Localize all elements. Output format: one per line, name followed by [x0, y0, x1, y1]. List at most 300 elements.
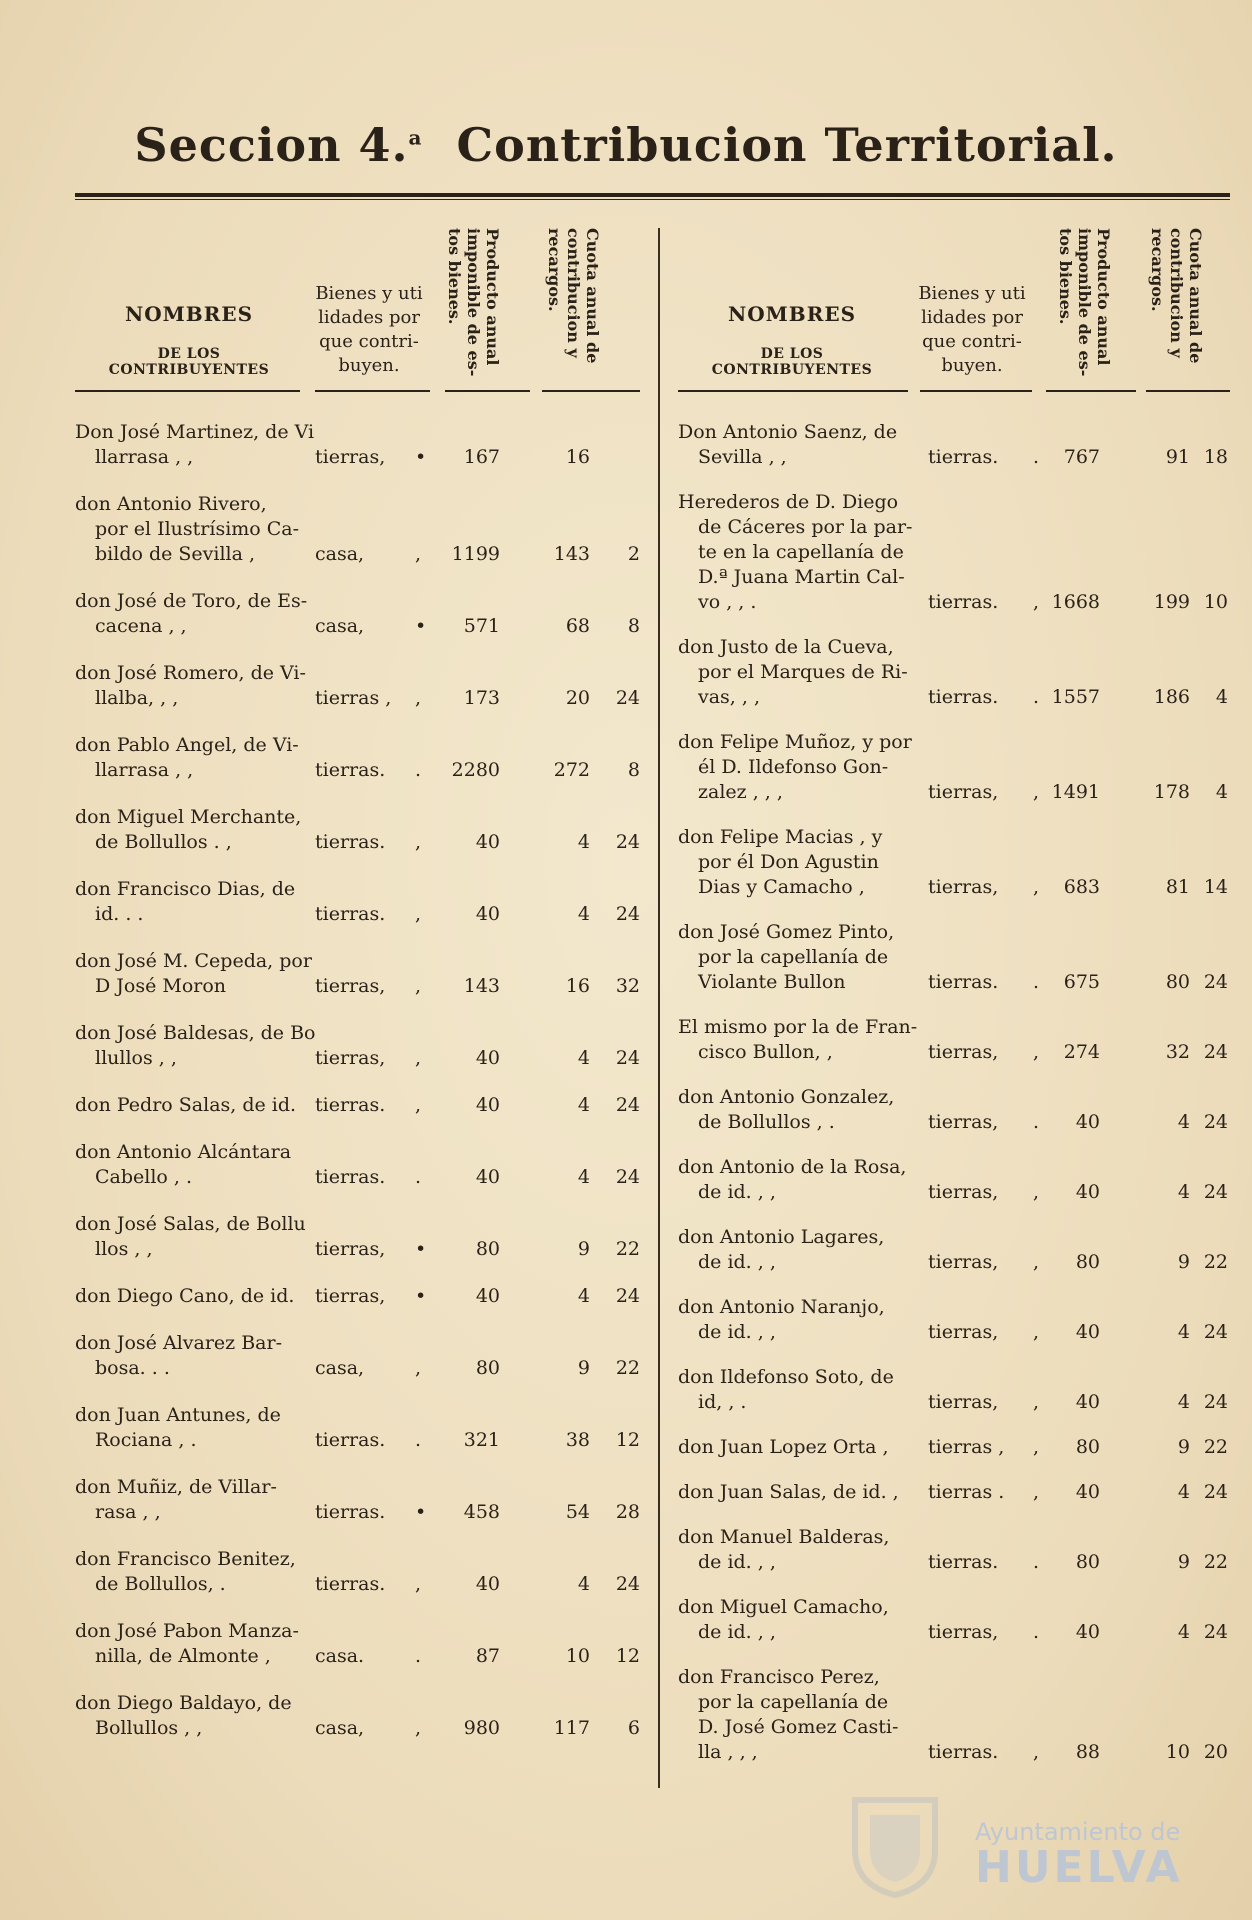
- producto-cell: 274: [1063, 1041, 1100, 1063]
- contributor-name: [678, 1015, 918, 1065]
- cuota-cell: 10: [565, 1645, 590, 1667]
- separator-mark: ,: [1033, 1481, 1040, 1503]
- separator-mark: ,: [415, 1047, 422, 1069]
- bienes-cell: casa,: [315, 543, 365, 565]
- name-line: don José Gomez Pinto,: [678, 921, 895, 943]
- name-line: don Antonio de la Rosa,: [678, 1156, 907, 1178]
- header-producto: Producto anual imponible de es- tos bienes.: [1056, 228, 1113, 377]
- name-line: D.ª Juana Martin Cal-: [698, 566, 905, 588]
- header-rules: [678, 390, 1230, 392]
- separator-mark: .: [415, 1166, 422, 1188]
- name-line: don Francisco Dias, de: [75, 878, 296, 900]
- separator-mark: ,: [1033, 591, 1040, 613]
- name-line: Don José Martinez, de Vi: [75, 421, 315, 443]
- cuota-cell: 32: [1165, 1041, 1190, 1063]
- table-row: [75, 733, 640, 783]
- bienes-cell: tierras.: [315, 1501, 386, 1523]
- name-line: Dias y Camacho ,: [698, 876, 865, 898]
- contributor-name: [75, 1475, 315, 1525]
- contributor-name: [678, 1365, 918, 1415]
- contributor-name: [75, 1619, 315, 1669]
- header-bienes: Bienes y uti lidades por que contri- buyen.: [918, 283, 1026, 376]
- producto-cell: 571: [463, 615, 500, 637]
- bienes-cell: tierras.: [315, 1429, 386, 1451]
- header-producto: Producto anual imponible de es- tos bienes.: [445, 228, 502, 377]
- name-line: Sevilla , ,: [698, 446, 787, 468]
- cuota-cell: 38: [565, 1429, 590, 1451]
- separator-mark: ,: [415, 1573, 422, 1595]
- contributor-name: [75, 877, 315, 927]
- contributor-name: [678, 920, 918, 995]
- name-line: don Antonio Alcántara: [75, 1141, 292, 1163]
- cuota-cell: 4: [577, 1573, 590, 1595]
- producto-cell: 1491: [1051, 781, 1100, 803]
- name-line: de Bollullos, .: [95, 1573, 226, 1595]
- table-row: [678, 1015, 1230, 1065]
- cuota-cell: 117: [553, 1717, 590, 1739]
- separator-mark: •: [415, 446, 427, 468]
- table-row: [75, 949, 640, 999]
- bienes-cell: tierras.: [928, 971, 999, 993]
- table-row: [75, 1547, 640, 1597]
- cuota-fraction-cell: 24: [1203, 1041, 1228, 1063]
- cuota-cell: 4: [577, 1094, 590, 1116]
- name-line: Cabello , .: [95, 1166, 193, 1188]
- cuota-cell: 178: [1153, 781, 1190, 803]
- name-line: de id. , ,: [698, 1251, 776, 1273]
- name-line: de id. , ,: [698, 1321, 776, 1343]
- bienes-cell: tierras,: [928, 1251, 999, 1273]
- name-line: don José Baldesas, de Bo: [75, 1022, 316, 1044]
- name-line: bildo de Sevilla ,: [95, 543, 256, 565]
- contributor-name: [75, 420, 315, 470]
- bienes-cell: tierras,: [928, 1391, 999, 1413]
- name-line: Herederos de D. Diego: [678, 491, 899, 513]
- separator-mark: .: [1033, 971, 1040, 993]
- bienes-cell: tierras.: [315, 759, 386, 781]
- name-line: Bollullos , ,: [95, 1717, 203, 1739]
- bienes-cell: tierras,: [928, 1181, 999, 1203]
- contributor-name: [75, 1140, 315, 1190]
- bienes-cell: tierras,: [315, 1285, 386, 1307]
- contributor-name: [75, 1691, 315, 1741]
- producto-cell: 40: [475, 903, 500, 925]
- cuota-cell: 4: [577, 1047, 590, 1069]
- bienes-cell: tierras.: [315, 903, 386, 925]
- cuota-fraction-cell: 4: [1215, 686, 1228, 708]
- cuota-fraction-cell: 20: [1203, 1741, 1228, 1763]
- cuota-cell: 16: [565, 446, 590, 468]
- name-line: don Antonio Naranjo,: [678, 1296, 885, 1318]
- name-line: don José Pabon Manza-: [75, 1620, 299, 1642]
- bienes-cell: tierras,: [315, 1047, 386, 1069]
- header-cuota: Cuota anual de contribucion y recargos.: [1148, 228, 1205, 364]
- table-row: [75, 1619, 640, 1669]
- producto-cell: 40: [1075, 1481, 1100, 1503]
- cuota-fraction-cell: 32: [615, 975, 640, 997]
- left-rows: [75, 420, 640, 1741]
- producto-cell: 1668: [1051, 591, 1100, 613]
- producto-cell: 80: [1075, 1551, 1100, 1573]
- contributor-name: [678, 1225, 918, 1275]
- separator-mark: .: [1033, 446, 1040, 468]
- name-line: por el Marques de Ri-: [698, 661, 908, 683]
- name-line: nilla, de Almonte ,: [95, 1645, 271, 1667]
- cuota-cell: 81: [1165, 876, 1190, 898]
- cuota-cell: 9: [1177, 1551, 1190, 1573]
- producto-cell: 87: [475, 1645, 500, 1667]
- separator-mark: ,: [415, 1357, 422, 1379]
- cuota-fraction-cell: 22: [1203, 1436, 1228, 1458]
- table-row: [75, 1403, 640, 1453]
- name-line: don Manuel Balderas,: [678, 1526, 890, 1548]
- separator-mark: ,: [1033, 1251, 1040, 1273]
- table-header: [75, 222, 640, 392]
- name-line: don Felipe Macias , y: [678, 826, 883, 848]
- header-bienes: Bienes y uti lidades por que contri- buyen.: [315, 283, 423, 376]
- name-line: don José M. Cepeda, por: [75, 950, 312, 972]
- cuota-cell: 143: [553, 543, 590, 565]
- contributor-name: [75, 492, 315, 567]
- bienes-cell: tierras ,: [315, 687, 392, 709]
- separator-mark: .: [415, 759, 422, 781]
- name-line: de id. , ,: [698, 1621, 776, 1643]
- table-row: [75, 492, 640, 567]
- cuota-cell: 4: [577, 1166, 590, 1188]
- producto-cell: 88: [1075, 1741, 1100, 1763]
- title-rule: [75, 193, 1230, 197]
- producto-cell: 80: [1075, 1251, 1100, 1273]
- table-row: [75, 1093, 640, 1118]
- name-line: don Ildefonso Soto, de: [678, 1366, 894, 1388]
- cuota-cell: 4: [577, 1285, 590, 1307]
- cuota-fraction-cell: 24: [615, 1047, 640, 1069]
- producto-cell: 40: [1075, 1321, 1100, 1343]
- producto-cell: 1557: [1051, 686, 1100, 708]
- bienes-cell: tierras.: [928, 591, 999, 613]
- table-row: [75, 1021, 640, 1071]
- table-row: [678, 1480, 1230, 1505]
- separator-mark: •: [415, 1501, 427, 1523]
- bienes-cell: tierras.: [315, 1573, 386, 1595]
- table-row: [678, 920, 1230, 995]
- cuota-fraction-cell: 24: [615, 1166, 640, 1188]
- separator-mark: ,: [1033, 876, 1040, 898]
- cuota-cell: 9: [1177, 1436, 1190, 1458]
- table-row: [75, 877, 640, 927]
- contributor-name: [678, 1595, 918, 1645]
- name-line: de id. , ,: [698, 1551, 776, 1573]
- contributor-name: [678, 730, 918, 805]
- name-line: don Felipe Muñoz, y por: [678, 731, 912, 753]
- cuota-fraction-cell: 22: [1203, 1251, 1228, 1273]
- name-line: don Justo de la Cueva,: [678, 636, 894, 658]
- cuota-fraction-cell: 24: [1203, 1391, 1228, 1413]
- cuota-fraction-cell: 24: [1203, 1481, 1228, 1503]
- table-row: [678, 490, 1230, 615]
- separator-mark: •: [415, 1238, 427, 1260]
- cuota-fraction-cell: 28: [615, 1501, 640, 1523]
- producto-cell: 683: [1063, 876, 1100, 898]
- header-names: NOMBRES DE LOS CONTRIBUYENTES: [711, 302, 873, 378]
- table-row: [678, 420, 1230, 470]
- bienes-cell: tierras,: [315, 975, 386, 997]
- cuota-fraction-cell: 24: [615, 1285, 640, 1307]
- producto-cell: 143: [463, 975, 500, 997]
- producto-cell: 40: [475, 1573, 500, 1595]
- separator-mark: .: [1033, 1621, 1040, 1643]
- contributor-name: [678, 1525, 918, 1575]
- name-line: te en la capellanía de: [698, 541, 904, 563]
- contributor-name: [75, 1331, 315, 1381]
- header-rules: [75, 390, 640, 392]
- name-line: Don Antonio Saenz, de: [678, 421, 898, 443]
- table-row: [678, 1085, 1230, 1135]
- cuota-fraction-cell: 24: [1203, 1111, 1228, 1133]
- separator-mark: ,: [415, 543, 422, 565]
- table-row: [75, 1691, 640, 1741]
- contributor-name: [678, 1480, 918, 1505]
- table-row: [678, 1525, 1230, 1575]
- table-row: [678, 1365, 1230, 1415]
- bienes-cell: casa,: [315, 615, 365, 637]
- cuota-fraction-cell: 8: [627, 759, 640, 781]
- cuota-fraction-cell: 24: [615, 687, 640, 709]
- cuota-cell: 10: [1165, 1741, 1190, 1763]
- table-row: [678, 1435, 1230, 1460]
- separator-mark: .: [1033, 1551, 1040, 1573]
- bienes-cell: tierras,: [315, 446, 386, 468]
- shield-seal-icon: [835, 1790, 955, 1900]
- table-row: [678, 1595, 1230, 1645]
- bienes-cell: casa.: [315, 1645, 365, 1667]
- name-line: zalez , , ,: [698, 781, 783, 803]
- bienes-cell: tierras.: [928, 686, 999, 708]
- producto-cell: 173: [463, 687, 500, 709]
- bienes-cell: tierras,: [928, 1111, 999, 1133]
- contributor-name: [678, 825, 918, 900]
- producto-cell: 980: [463, 1717, 500, 1739]
- bienes-cell: tierras,: [928, 1041, 999, 1063]
- name-line: por la capellanía de: [698, 1691, 889, 1713]
- cuota-fraction-cell: 24: [1203, 1181, 1228, 1203]
- separator-mark: ,: [415, 903, 422, 925]
- cuota-fraction-cell: 2: [627, 543, 640, 565]
- name-line: don José Alvarez Bar-: [75, 1332, 282, 1354]
- cuota-cell: 4: [1177, 1181, 1190, 1203]
- contributor-name: [678, 1085, 918, 1135]
- name-line: rasa , ,: [95, 1501, 161, 1523]
- name-line: llarrasa , ,: [95, 446, 194, 468]
- cuota-fraction-cell: 24: [615, 1094, 640, 1116]
- producto-cell: 40: [1075, 1391, 1100, 1413]
- cuota-cell: 9: [577, 1238, 590, 1260]
- name-line: don Diego Cano, de id.: [75, 1285, 295, 1307]
- contributor-name: [75, 733, 315, 783]
- cuota-cell: 9: [1177, 1251, 1190, 1273]
- name-line: don Juan Antunes, de: [75, 1404, 281, 1426]
- name-line: don Miguel Merchante,: [75, 806, 302, 828]
- cuota-cell: 9: [577, 1357, 590, 1379]
- cuota-cell: 272: [553, 759, 590, 781]
- table-row: [75, 1212, 640, 1262]
- table-row: [75, 589, 640, 639]
- producto-cell: 40: [1075, 1111, 1100, 1133]
- separator-mark: ,: [415, 687, 422, 709]
- contributor-name: [75, 1284, 315, 1309]
- table-row: [678, 635, 1230, 710]
- separator-mark: ,: [415, 831, 422, 853]
- bienes-cell: tierras.: [315, 831, 386, 853]
- name-line: don Juan Salas, de id. ,: [678, 1481, 899, 1503]
- cuota-fraction-cell: 24: [615, 831, 640, 853]
- contributor-name: [75, 661, 315, 711]
- contributor-name: [678, 1435, 918, 1460]
- name-line: llalba, , ,: [95, 687, 179, 709]
- producto-cell: 767: [1063, 446, 1100, 468]
- bienes-cell: tierras.: [315, 1166, 386, 1188]
- separator-mark: .: [415, 1645, 422, 1667]
- name-line: don Diego Baldayo, de: [75, 1692, 292, 1714]
- cuota-fraction-cell: 24: [1203, 1321, 1228, 1343]
- cuota-fraction-cell: 12: [615, 1429, 640, 1451]
- producto-cell: 675: [1063, 971, 1100, 993]
- page-title: Seccion 4.$^a$ Contribucion Territorial.: [134, 118, 1118, 172]
- separator-mark: ,: [415, 975, 422, 997]
- producto-cell: 40: [475, 831, 500, 853]
- cuota-cell: 199: [1153, 591, 1190, 613]
- cuota-cell: 4: [1177, 1111, 1190, 1133]
- contributor-name: [75, 805, 315, 855]
- name-line: llarrasa , ,: [95, 759, 194, 781]
- cuota-cell: 68: [565, 615, 590, 637]
- name-line: don José de Toro, de Es-: [75, 590, 308, 612]
- producto-cell: 40: [475, 1047, 500, 1069]
- cuota-cell: 80: [1165, 971, 1190, 993]
- contributor-name: [678, 490, 918, 615]
- name-line: id, , .: [698, 1391, 747, 1413]
- name-line: llullos , ,: [95, 1047, 177, 1069]
- producto-cell: 167: [463, 446, 500, 468]
- bienes-cell: tierras.: [928, 446, 999, 468]
- cuota-fraction-cell: 24: [615, 1573, 640, 1595]
- name-line: id. . .: [95, 903, 144, 925]
- name-line: Rociana , .: [95, 1429, 197, 1451]
- bienes-cell: tierras,: [928, 876, 999, 898]
- name-line: por la capellanía de: [698, 946, 889, 968]
- cuota-fraction-cell: 14: [1203, 876, 1228, 898]
- table-row: [678, 730, 1230, 805]
- contributor-name: [678, 420, 918, 470]
- contributor-name: [75, 1212, 315, 1262]
- name-line: por él Don Agustin: [698, 851, 879, 873]
- cuota-fraction-cell: 10: [1203, 591, 1228, 613]
- cuota-cell: 91: [1165, 446, 1190, 468]
- producto-cell: 2280: [451, 759, 500, 781]
- name-line: de Bollullos , .: [698, 1111, 835, 1133]
- name-line: de Cáceres por la par-: [698, 516, 913, 538]
- name-line: don Juan Lopez Orta ,: [678, 1436, 889, 1458]
- producto-cell: 40: [475, 1285, 500, 1307]
- name-line: bosa. . .: [95, 1357, 170, 1379]
- producto-cell: 40: [475, 1166, 500, 1188]
- name-line: de Bollullos . ,: [95, 831, 232, 853]
- separator-mark: ,: [1033, 781, 1040, 803]
- bienes-cell: casa,: [315, 1717, 365, 1739]
- table-row: [678, 1295, 1230, 1345]
- separator-mark: •: [415, 1285, 427, 1307]
- contributor-name: [678, 1295, 918, 1345]
- cuota-fraction-cell: 12: [615, 1645, 640, 1667]
- cuota-cell: 4: [1177, 1621, 1190, 1643]
- contributor-name: [678, 1155, 918, 1205]
- separator-mark: ,: [1033, 1321, 1040, 1343]
- cuota-cell: 20: [565, 687, 590, 709]
- name-line: vo , , .: [698, 591, 757, 613]
- table-header: [678, 222, 1230, 392]
- name-line: cisco Bullon, ,: [698, 1041, 833, 1063]
- name-line: don Francisco Perez,: [678, 1666, 880, 1688]
- table-row: [678, 1665, 1230, 1765]
- contributor-name: [75, 1547, 315, 1597]
- cuota-fraction-cell: 6: [627, 1717, 640, 1739]
- separator-mark: .: [415, 1429, 422, 1451]
- table-row: [678, 1225, 1230, 1275]
- bienes-cell: tierras ,: [928, 1436, 1005, 1458]
- name-line: don José Salas, de Bollu: [75, 1213, 306, 1235]
- cuota-fraction-cell: 18: [1203, 446, 1228, 468]
- header-names: NOMBRES DE LOS CONTRIBUYENTES: [108, 302, 270, 378]
- producto-cell: 40: [475, 1094, 500, 1116]
- table-row: [75, 1475, 640, 1525]
- table-row: [75, 805, 640, 855]
- producto-cell: 1199: [451, 543, 500, 565]
- separator-mark: ,: [1033, 1436, 1040, 1458]
- producto-cell: 321: [463, 1429, 500, 1451]
- bienes-cell: tierras.: [315, 1094, 386, 1116]
- table-row: [75, 420, 640, 470]
- cuota-cell: 4: [577, 903, 590, 925]
- separator-mark: ,: [1033, 1391, 1040, 1413]
- name-line: don Antonio Rivero,: [75, 493, 267, 515]
- right-table: [678, 222, 1230, 1765]
- bienes-cell: tierras,: [928, 781, 999, 803]
- producto-cell: 40: [1075, 1181, 1100, 1203]
- cuota-fraction-cell: 24: [1203, 971, 1228, 993]
- name-line: lla , , ,: [698, 1741, 758, 1763]
- name-line: don Miguel Camacho,: [678, 1596, 889, 1618]
- table-row: [678, 1155, 1230, 1205]
- cuota-fraction-cell: 24: [1203, 1621, 1228, 1643]
- producto-cell: 80: [1075, 1436, 1100, 1458]
- name-line: don Pablo Angel, de Vi-: [75, 734, 299, 756]
- title-rule-thin: [75, 199, 1230, 200]
- producto-cell: 80: [475, 1357, 500, 1379]
- separator-mark: .: [1033, 686, 1040, 708]
- contributor-name: [75, 1021, 315, 1071]
- name-line: El mismo por la de Fran-: [678, 1016, 918, 1038]
- contributor-name: [75, 1093, 315, 1118]
- bienes-cell: tierras.: [928, 1551, 999, 1573]
- contributor-name: [75, 1403, 315, 1453]
- bienes-cell: tierras,: [928, 1621, 999, 1643]
- name-line: Violante Bullon: [698, 971, 846, 993]
- name-line: don Francisco Benitez,: [75, 1548, 296, 1570]
- cuota-fraction-cell: 24: [615, 903, 640, 925]
- watermark: Ayuntamiento de HUELVA: [975, 1818, 1183, 1893]
- cuota-cell: 4: [1177, 1391, 1190, 1413]
- name-line: don Antonio Gonzalez,: [678, 1086, 895, 1108]
